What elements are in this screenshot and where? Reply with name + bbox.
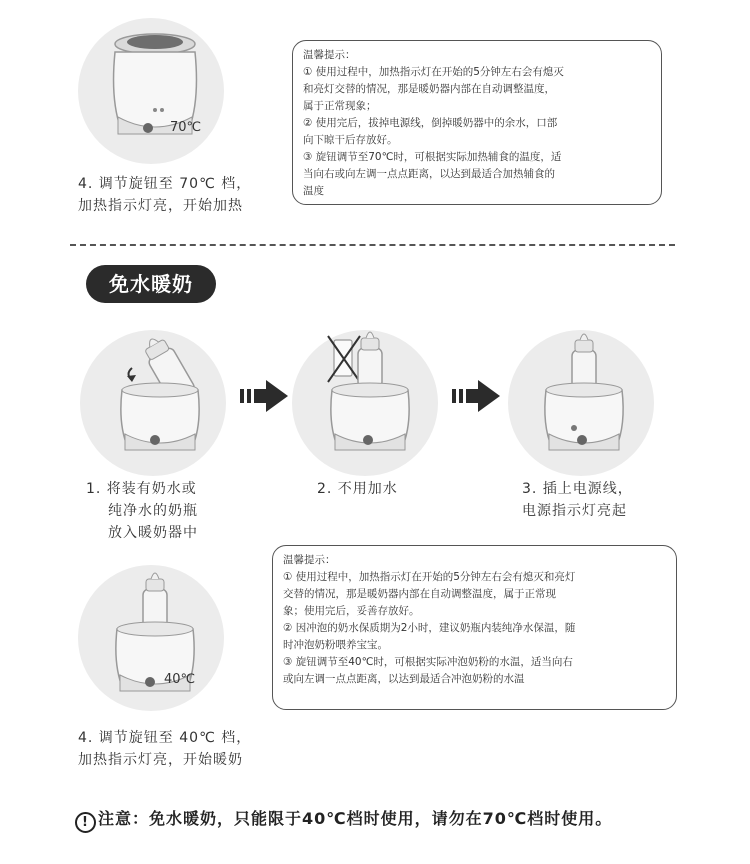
step1-text: 1. 将装有奶水或 纯净水的奶瓶 放入暖奶器中: [86, 481, 198, 541]
device-temp-label-40: 40℃: [164, 672, 196, 687]
power-on-illustration: [534, 330, 634, 460]
no-water-illustration: [320, 330, 420, 460]
arrow-right-icon: [452, 380, 500, 412]
step3-text: 3. 插上电源线， 电源指示灯亮起: [522, 481, 633, 519]
section-divider: [70, 244, 675, 246]
insert-bottle-illustration: [110, 330, 210, 460]
bottom-tip-box: 温馨提示： ① 使用过程中，加热指示灯在开始的5分钟左右会有熄灭和亮灯 交替的情况，那是暖奶器内部在自动调整温度，属于正常现 象；使用完后，妥善存放好。 ② 因冲泡的奶水保质期为2小时，建议奶瓶内装纯净水保温，随 时冲泡奶粉喂养宝宝。 ③ 旋钮调节至40℃时，可根据实际冲泡奶粉的水温，适当向右 或向左调一点点距离，以达到最适合冲泡奶粉的水温: [272, 545, 677, 710]
warning-note: [75, 806, 612, 833]
top-tip-box: 温馨提示： ① 使用过程中，加热指示灯在开始的5分钟左右会有熄灭 和亮灯交替的情况，那是暖奶器内部在自动调整温度， 属于正常现象； ② 使用完后，拔掉电源线，倒掉暖奶器中的余水，口部 向下晾干后存放好。 ③ 旋钮调节至70℃时，可根据实际加热辅食的温度，适 当向右或向左调一点点距离，以达到最适合加热辅食的 温度: [292, 40, 662, 205]
section-title-badge: 免水暖奶: [86, 265, 216, 303]
top-step4-text: 4. 调节旋钮至 70℃ 档， 加热指示灯亮，开始加热: [78, 176, 252, 214]
device-temp-label-70: 70℃: [170, 120, 202, 135]
tip-title: 温馨提示：: [283, 554, 336, 566]
arrow-right-icon: [240, 380, 288, 412]
note-text: 注意：免水暖奶，只能限于40℃档时使用，请勿在70℃档时使用。: [98, 809, 613, 828]
tip-title: 温馨提示：: [303, 49, 356, 61]
exclamation-icon: !: [75, 812, 96, 833]
step2-text: 2. 不用加水: [317, 481, 398, 497]
bottom-step4-text: 4. 调节旋钮至 40℃ 档， 加热指示灯亮，开始暖奶: [78, 730, 252, 768]
